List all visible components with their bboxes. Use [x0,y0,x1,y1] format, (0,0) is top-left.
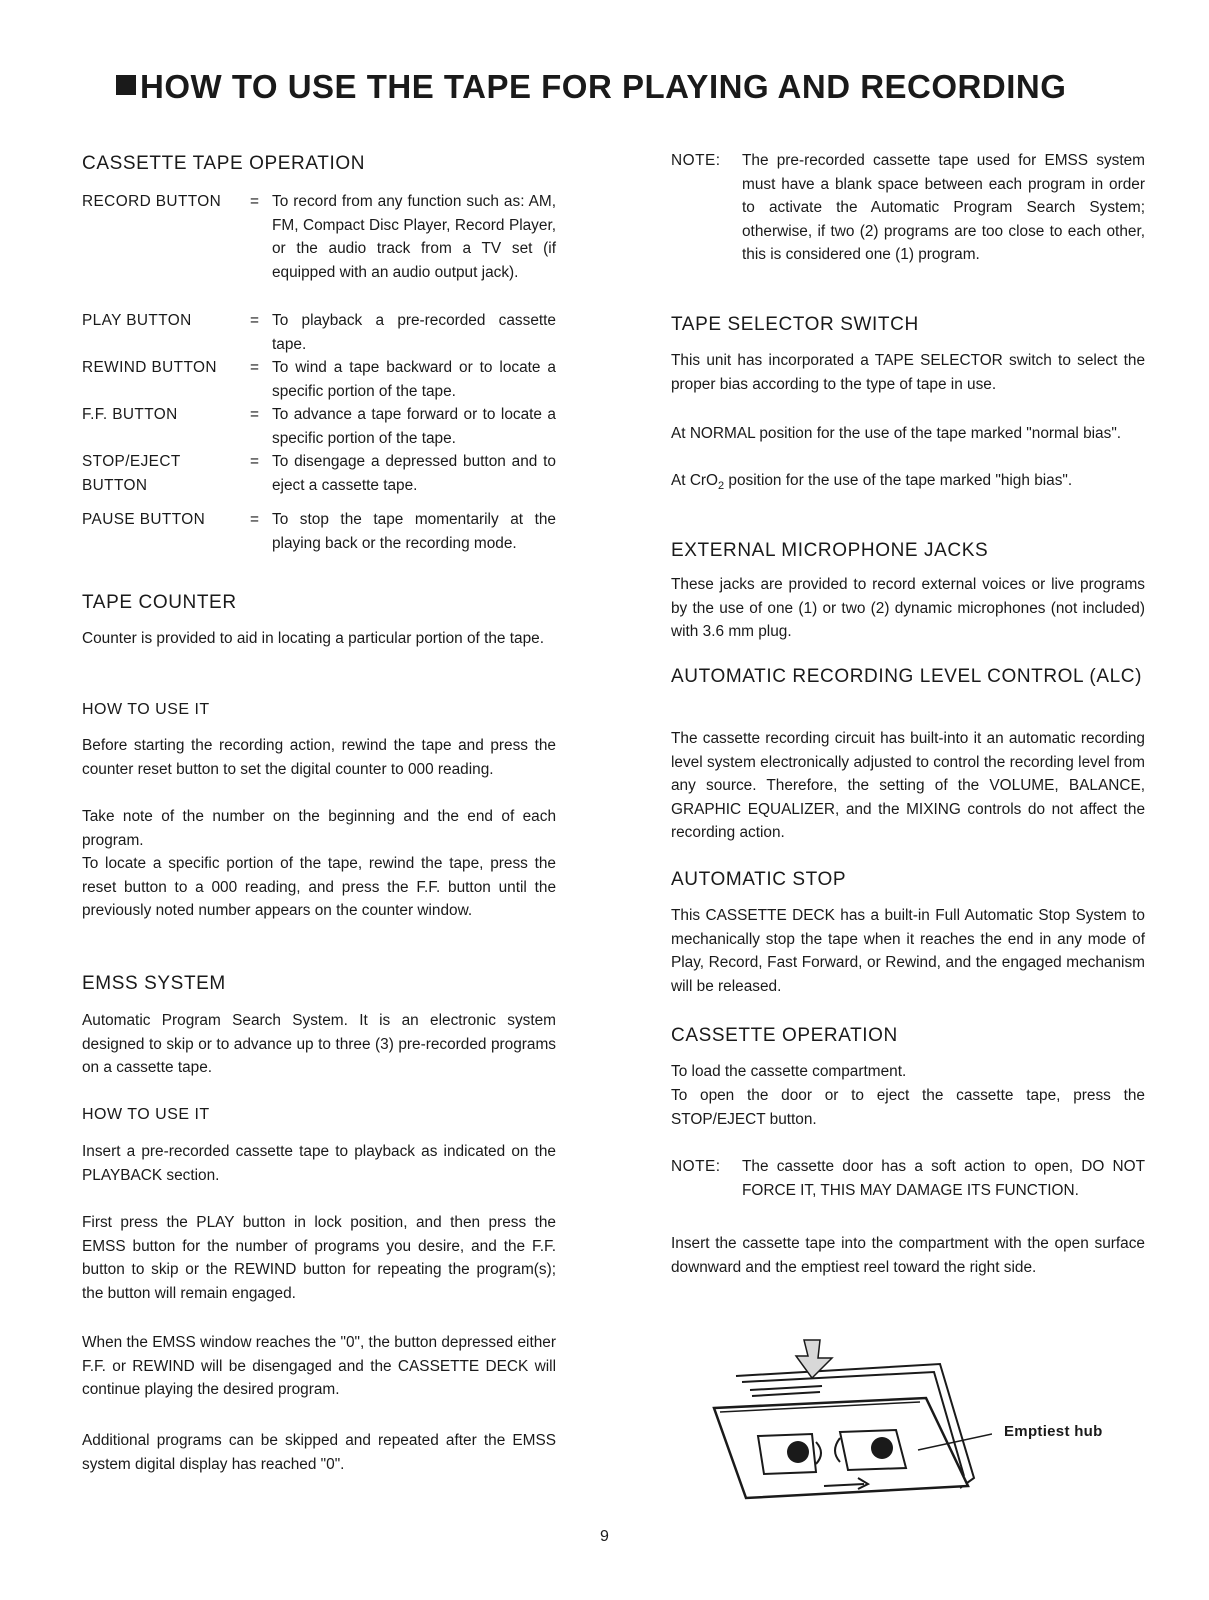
paragraph: When the EMSS window reaches the "0", the button depressed either F.F. or REWIND will be disengaged and the CASSETTE DECK will continue playing the desired program. [82,1334,556,1398]
button-label: PLAY BUTTON [82,312,192,329]
note-label: NOTE: [671,152,721,169]
bullet-square-icon [116,75,136,95]
paragraph: Before starting the recording action, rewind the tape and press the counter reset button to set the digital counter to 000 reading. [82,737,556,778]
paragraph: Insert the cassette tape into the compartment with the open surface downward and the emptiest reel toward the right side. [671,1235,1145,1276]
note-emss [671,149,1145,267]
paragraph: To load the cassette compartment. [671,1063,907,1080]
button-description: To record from any function such as: AM, FM, Compact Disc Player, Record Player, or the audio track from a TV set (if equipped with an audio output jack). [272,193,556,281]
paragraph: The cassette recording circuit has built-into it an automatic recording level system electronically adjusted to control the recording level from any source. Therefore, the setting of the VOLUME, BALANCE, GRAPHIC EQUALIZER, and the MIXING controls do not affect the recording action. [671,730,1145,841]
button-row-ff [82,403,556,451]
equals-sign: = [250,193,259,210]
heading-cassette-tape-operation: CASSETTE TAPE OPERATION [82,153,366,174]
note-cassette-door [671,1155,1145,1202]
button-label: STOP/EJECT BUTTON [82,453,181,494]
subheading-how-to-use: HOW TO USE IT [82,701,210,718]
button-label: F.F. BUTTON [82,406,178,423]
equals-sign: = [250,406,259,423]
button-description: To advance a tape forward or to locate a specific portion of the tape. [272,406,556,447]
paragraph: First press the PLAY button in lock position, and then press the EMSS button for the number of programs you desire, and the F.F. button to skip or the REWIND button for repeating the program(s); the button will remain engaged. [82,1214,556,1302]
callout-emptiest-hub: Emptiest hub [1004,1423,1103,1440]
paragraph: Insert a pre-recorded cassette tape to playback as indicated on the PLAYBACK section. [82,1143,556,1184]
note-text: The pre-recorded cassette tape used for EMSS system must have a blank space between each program in order to activate the Automatic Program Search System; otherwise, if two (2) programs are too close to each other, this is considered one (1) program. [742,152,1145,263]
equals-sign: = [250,312,259,329]
button-label: PAUSE BUTTON [82,511,206,528]
button-row-stop-eject [82,450,556,498]
button-description: To disengage a depressed button and to eject a cassette tape. [272,453,556,494]
heading-external-microphone-jacks: EXTERNAL MICROPHONE JACKS [671,540,989,561]
button-row-rewind [82,356,556,404]
equals-sign: = [250,359,259,376]
paragraph: This unit has incorporated a TAPE SELECTOR switch to select the proper bias according to the type of tape in use. [671,352,1145,393]
button-description: To wind a tape backward or to locate a specific portion of the tape. [272,359,556,400]
heading-emss-system: EMSS SYSTEM [82,973,226,994]
equals-sign: = [250,511,259,528]
heading-automatic-stop: AUTOMATIC STOP [671,869,847,890]
button-row-record [82,190,556,310]
paragraph: This CASSETTE DECK has a built-in Full Automatic Stop System to mechanically stop the tape when it reaches the end in any mode of Play, Record, Fast Forward, or Rewind, and the engaged mechanism will be released. [671,907,1145,995]
heading-alc: AUTOMATIC RECORDING LEVEL CONTROL (ALC) [671,666,1143,687]
paragraph-cro2: At CrO$_2$ position for the use of the tape marked "high bias". [671,472,1073,493]
subheading-how-to-use: HOW TO USE IT [82,1106,210,1123]
cassette-insertion-illustration [712,1338,992,1508]
paragraph: To locate a specific portion of the tape, rewind the tape, press the reset button to a 000 reading, and press the F.F. button until the previously noted number appears on the counter window. [82,855,556,919]
note-text: The cassette door has a soft action to open, DO NOT FORCE IT, THIS MAY DAMAGE ITS FUNCTION. [742,1158,1145,1199]
paragraph: To open the door or to eject the cassette tape, press the STOP/EJECT button. [671,1087,1145,1128]
paragraph: Counter is provided to aid in locating a particular portion of the tape. [82,630,544,647]
button-description: To playback a pre-recorded cassette tape. [272,312,556,353]
button-description: To stop the tape momentarily at the playing back or the recording mode. [272,511,556,552]
paragraph: Additional programs can be skipped and repeated after the EMSS system digital display has reached "0". [82,1432,556,1473]
button-label: RECORD BUTTON [82,193,222,210]
heading-tape-counter: TAPE COUNTER [82,592,237,613]
page-number: 9 [600,1528,609,1545]
page-title: HOW TO USE THE TAPE FOR PLAYING AND RECORDING [116,68,1101,106]
heading-tape-selector-switch: TAPE SELECTOR SWITCH [671,314,919,335]
heading-cassette-operation: CASSETTE OPERATION [671,1025,898,1046]
note-label: NOTE: [671,1158,721,1175]
button-label: REWIND BUTTON [82,359,217,376]
button-row-play [82,309,556,357]
paragraph: At NORMAL position for the use of the tape marked "normal bias". [671,425,1122,442]
paragraph: Automatic Program Search System. It is an electronic system designed to skip or to advance up to three (3) pre-recorded programs on a cassette tape. [82,1012,556,1076]
equals-sign: = [250,453,259,470]
paragraph: Take note of the number on the beginning and the end of each program. [82,808,556,849]
button-row-pause [82,508,556,580]
paragraph: These jacks are provided to record external voices or live programs by the use of one (1) or two (2) dynamic microphones (not included) with 3.6 mm plug. [671,576,1145,640]
